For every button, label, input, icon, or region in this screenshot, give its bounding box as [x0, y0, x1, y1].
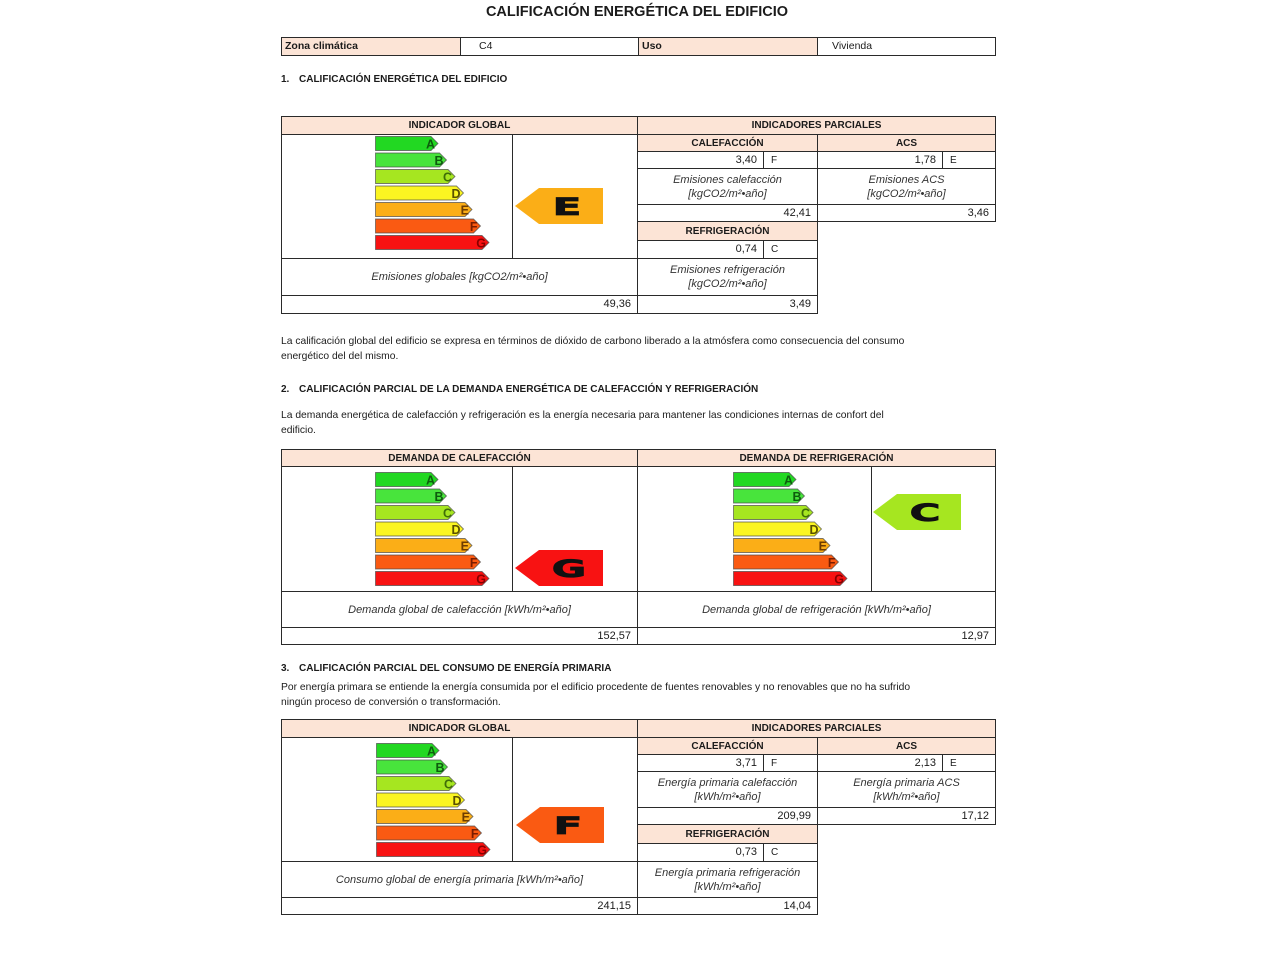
uso-label: [638, 37, 818, 56]
rating-bar-f: [376, 219, 481, 234]
rating-bar-letter: A: [425, 137, 435, 152]
s3-acs-header: [817, 737, 996, 755]
s3-refrigeracion-header: [637, 824, 818, 844]
rating-bar-shape: [734, 522, 822, 536]
s1-refrigeracion-rating-text: C: [771, 244, 779, 255]
s3-rating-cell: [512, 737, 638, 862]
s3-refrigeracion-rating: [763, 843, 818, 862]
s3-refrigeracion-label: [637, 861, 818, 898]
s1-refrigeracion-value-text: 0,74: [735, 243, 757, 255]
s2-calefaccion-header-text: DEMANDA DE CALEFACCIÓN: [388, 452, 531, 464]
rating-bar-b: [734, 489, 805, 504]
s1-acs-value: [817, 151, 943, 169]
s2-refrigeracion-rating-arrow: [873, 494, 961, 530]
s2-refrigeracion-label-text: Demanda global de refrigeración [kWh/m²•año]: [702, 603, 931, 616]
s1-calefaccion-rating-text: F: [771, 154, 778, 166]
s3-global-value-text: 241,15: [597, 899, 631, 912]
rating-bar-letter: A: [426, 744, 436, 759]
s3-acs-value: [817, 754, 943, 772]
section-1-title: CALIFICACIÓN ENERGÉTICA DEL EDIFICIO: [299, 74, 508, 85]
s1-acs-total: [817, 204, 996, 222]
rating-bar-c: [376, 170, 456, 185]
s3-calefaccion-label-line2: [kWh/m²•año]: [694, 790, 761, 803]
s1-acs-value-text: 1,78: [914, 153, 936, 166]
s1-acs-header-text: ACS: [895, 137, 918, 149]
rating-bar-shape: [377, 826, 482, 840]
s3-acs-total-text: 17,12: [961, 809, 989, 822]
rating-bar-a: [376, 473, 439, 488]
zona-climatica-value-text: C4: [479, 40, 493, 52]
s1-refrigeracion-value: [637, 240, 764, 259]
s1-note-line: energético del del mismo.: [281, 350, 399, 362]
s1-refrigeracion-total-text: 3,49: [789, 298, 811, 310]
s1-refrigeracion-label: [637, 258, 818, 296]
s2-calefaccion-label: [281, 591, 638, 628]
s1-calefaccion-header: [637, 134, 818, 152]
rating-bar-letter: B: [434, 154, 444, 168]
s1-acs-rating: [942, 151, 996, 169]
rating-bar-letter: E: [461, 810, 470, 825]
s1-acs-header: [817, 134, 996, 152]
s1-global-header-text: INDICADOR GLOBAL: [408, 120, 511, 131]
s3-refrigeracion-total-text: 14,04: [783, 899, 811, 912]
s3-refrigeracion-rating-text: C: [771, 847, 779, 858]
rating-arrow-letter: C: [909, 499, 941, 528]
rating-bar-a: [734, 473, 797, 488]
rating-bar-d: [376, 186, 464, 201]
rating-bar-letter: E: [818, 539, 827, 554]
s3-calefaccion-label: [637, 771, 818, 808]
rating-bar-g: [734, 572, 848, 587]
s3-refrigeracion-value: [637, 843, 764, 862]
rating-bar-letter: F: [469, 220, 478, 234]
s3-acs-header-text: ACS: [895, 740, 918, 752]
s2-refrigeracion-label: [637, 591, 996, 628]
rating-bar-letter: F: [827, 556, 836, 570]
s1-calefaccion-label: [637, 168, 818, 205]
rating-bar-letter: G: [476, 236, 486, 251]
s1-calefaccion-value: [637, 151, 764, 169]
section-2-title: CALIFICACIÓN PARCIAL DE LA DEMANDA ENERGÉTICA DE CALEFACCIÓN Y REFRIGERACIÓN: [299, 384, 759, 395]
s2-calefaccion-rating-scale: [375, 472, 497, 588]
rating-bar-shape: [376, 203, 473, 217]
s3-intro-line: ningún proceso de conversión o transformación.: [281, 696, 501, 708]
rating-bar-shape: [376, 539, 473, 553]
s3-refrigeracion-label-line2: [kWh/m²•año]: [694, 880, 761, 893]
rating-bar-letter: B: [434, 490, 444, 504]
rating-bar-shape: [377, 793, 465, 807]
s3-acs-label-line1: Energía primaria ACS: [853, 776, 960, 789]
rating-bar-c: [734, 506, 814, 521]
document-title: CALIFICACIÓN ENERGÉTICA DEL EDIFICIO: [485, 4, 789, 20]
s1-global-header: [281, 116, 638, 135]
rating-bar-b: [376, 489, 447, 504]
s2-refrigeracion-value: [637, 627, 996, 645]
rating-bar-shape: [376, 186, 464, 200]
section-1-heading: [281, 74, 507, 86]
s1-calefaccion-total-text: 42,41: [783, 206, 811, 219]
s3-global-header-text: INDICADOR GLOBAL: [408, 723, 511, 734]
s1-note-line: La calificación global del edificio se expresa en términos de dióxido de carbono liberado a la atmósfera como consecuencia del consumo: [281, 336, 905, 347]
section-1-number: 1.: [281, 74, 290, 85]
s2-calefaccion-label-text: Demanda global de calefacción [kWh/m²•año]: [348, 603, 571, 616]
rating-bar-shape: [734, 555, 839, 569]
section-3-title: CALIFICACIÓN PARCIAL DEL CONSUMO DE ENERGÍA PRIMARIA: [299, 663, 612, 674]
s3-acs-label-line2: [kWh/m²•año]: [873, 790, 940, 803]
s2-calefaccion-value-text: 152,57: [597, 629, 631, 642]
uso-label-text: Uso: [642, 40, 662, 52]
rating-bar-letter: D: [452, 794, 462, 808]
rating-bar-letter: G: [834, 572, 844, 587]
section-2-heading: [281, 384, 758, 396]
s3-refrigeracion-value-text: 0,73: [735, 846, 757, 858]
s1-acs-label-line2: [kgCO2/m²•año]: [867, 187, 946, 200]
s1-global-label-text: Emisiones globales [kgCO2/m²•año]: [371, 271, 548, 283]
rating-bar-letter: F: [470, 827, 479, 841]
rating-bar-e: [376, 203, 473, 218]
s3-rating-arrow: [516, 807, 604, 843]
rating-bar-g: [376, 236, 490, 251]
rating-bar-shape: [376, 522, 464, 536]
rating-bar-letter: G: [477, 843, 487, 858]
rating-bar-g: [377, 843, 491, 858]
rating-bar-a: [376, 137, 439, 152]
rating-bar-letter: C: [800, 506, 810, 521]
rating-arrow-letter: F: [553, 812, 583, 841]
rating-bar-letter: D: [451, 523, 461, 537]
s1-calefaccion-label-line1: Emisiones calefacción: [673, 173, 782, 186]
rating-bar-shape: [734, 539, 831, 553]
rating-bar-letter: C: [442, 506, 452, 521]
s2-refrigeracion-rating-scale: [733, 472, 855, 588]
s3-calefaccion-rating: [763, 754, 818, 772]
zona-climatica-label: [281, 37, 461, 56]
s3-acs-rating-text: E: [950, 757, 957, 769]
rating-bar-letter: A: [783, 473, 793, 488]
s3-acs-rating: [942, 754, 996, 772]
rating-bar-letter: D: [451, 187, 461, 201]
rating-bar-letter: E: [460, 539, 469, 554]
rating-bar-d: [377, 793, 465, 808]
s2-refrigeracion-value-text: 12,97: [961, 629, 989, 642]
rating-bar-letter: B: [792, 490, 802, 504]
rating-bar-shape: [376, 555, 481, 569]
s1-calefaccion-label-line2: [kgCO2/m²•año]: [688, 187, 767, 200]
s1-global-label: [281, 258, 638, 296]
rating-bar-d: [734, 522, 822, 537]
s2-refrigeracion-header: [637, 449, 996, 467]
rating-bar-f: [376, 555, 481, 570]
s1-partial-header-text: INDICADORES PARCIALES: [751, 120, 882, 131]
rating-bar-shape: [734, 572, 848, 586]
s1-calefaccion-value-text: 3,40: [735, 153, 757, 166]
s1-refrigeracion-rating: [763, 240, 818, 259]
rating-bar-letter: C: [443, 777, 453, 792]
s3-partial-header: [637, 719, 996, 738]
zona-climatica-value: [460, 37, 639, 56]
zona-climatica-label-text: Zona climática: [285, 40, 358, 52]
s3-refrigeracion-label-line1: Energía primaria refrigeración: [654, 866, 801, 879]
s2-calefaccion-header: [281, 449, 638, 467]
s1-partial-header: [637, 116, 996, 135]
s3-calefaccion-header-text: CALEFACCIÓN: [691, 740, 764, 752]
section-3-number: 3.: [281, 663, 290, 674]
rating-bar-shape: [376, 219, 481, 233]
s1-refrigeracion-total: [637, 295, 818, 314]
rating-bar-letter: A: [425, 473, 435, 488]
rating-bar-letter: G: [476, 572, 486, 587]
rating-arrow-letter: G: [551, 555, 587, 584]
section-2-number: 2.: [281, 384, 290, 395]
s3-global-value: [281, 897, 638, 915]
s1-rating-scale: [375, 136, 497, 252]
rating-bar-c: [377, 777, 457, 792]
s1-calefaccion-header-text: CALEFACCIÓN: [691, 137, 764, 149]
s1-acs-rating-text: E: [950, 154, 957, 166]
s3-intro: [281, 681, 910, 710]
rating-bar-letter: D: [809, 523, 819, 537]
s1-calefaccion-rating: [763, 151, 818, 169]
rating-bar-g: [376, 572, 490, 587]
rating-bar-shape: [376, 236, 490, 250]
s1-refrigeracion-header: [637, 221, 818, 241]
s3-calefaccion-total: [637, 807, 818, 825]
rating-bar-letter: F: [469, 556, 478, 570]
rating-bar-b: [376, 153, 447, 168]
s1-refrigeracion-label-line2: [kgCO2/m²•año]: [688, 278, 767, 290]
s1-note: [281, 335, 904, 364]
s1-global-value-text: 49,36: [603, 298, 631, 310]
rating-bar-shape: [376, 572, 490, 586]
s3-acs-total: [817, 807, 996, 825]
s3-acs-label: [817, 771, 996, 808]
rating-bar-b: [377, 760, 448, 775]
s3-intro-line: Por energía primara se entiende la energía consumida por el edificio procedente de fuentes renovables y no renovables que no ha sufrido: [281, 682, 911, 693]
s1-refrigeracion-label-line1: Emisiones refrigeración: [670, 264, 785, 276]
rating-bar-shape: [377, 810, 474, 824]
s2-intro-line: edificio.: [281, 424, 316, 436]
s3-partial-header-text: INDICADORES PARCIALES: [751, 723, 882, 734]
rating-bar-f: [377, 826, 482, 841]
s3-acs-value-text: 2,13: [914, 756, 936, 769]
s3-rating-scale: [376, 743, 498, 859]
s2-intro: [281, 409, 884, 438]
rating-bar-f: [734, 555, 839, 570]
s3-calefaccion-rating-text: F: [771, 757, 778, 769]
s3-refrigeracion-header-text: REFRIGERACIÓN: [685, 828, 770, 840]
s3-calefaccion-value-text: 3,71: [735, 756, 757, 769]
s2-calefaccion-rating-arrow: [515, 550, 603, 586]
uso-value-text: Vivienda: [832, 40, 873, 52]
s1-acs-total-text: 3,46: [967, 206, 989, 219]
rating-bar-d: [376, 522, 464, 537]
rating-bar-c: [376, 506, 456, 521]
uso-value: [817, 37, 996, 56]
rating-bar-letter: B: [435, 761, 445, 775]
s3-calefaccion-label-line1: Energía primaria calefacción: [657, 776, 798, 789]
rating-bar-shape: [377, 843, 491, 857]
s3-calefaccion-value: [637, 754, 764, 772]
rating-bar-letter: E: [460, 203, 469, 218]
section-3-heading: [281, 663, 611, 675]
rating-bar-e: [376, 539, 473, 554]
rating-bar-e: [734, 539, 831, 554]
s3-global-label: [281, 861, 638, 898]
s1-refrigeracion-header-text: REFRIGERACIÓN: [685, 225, 770, 237]
s2-refrigeracion-header-text: DEMANDA DE REFRIGERACIÓN: [739, 452, 894, 464]
rating-bar-a: [377, 744, 440, 759]
s3-calefaccion-total-text: 209,99: [777, 809, 811, 822]
s2-calefaccion-value: [281, 627, 638, 645]
s1-rating-arrow: [515, 188, 603, 224]
s1-acs-label-line1: Emisiones ACS: [868, 173, 945, 186]
s1-acs-label: [817, 168, 996, 205]
s3-global-label-text: Consumo global de energía primaria [kWh/m²•año]: [335, 873, 584, 886]
s1-calefaccion-total: [637, 204, 818, 222]
rating-arrow-letter: E: [552, 193, 582, 222]
rating-bar-e: [377, 810, 474, 825]
rating-bar-letter: C: [442, 170, 452, 185]
s3-calefaccion-header: [637, 737, 818, 755]
s1-global-value: [281, 295, 638, 314]
s3-refrigeracion-total: [637, 897, 818, 915]
s2-intro-line: La demanda energética de calefacción y refrigeración es la energía necesaria para mantener las condiciones internas de confort del: [281, 410, 884, 421]
s3-global-header: [281, 719, 638, 738]
